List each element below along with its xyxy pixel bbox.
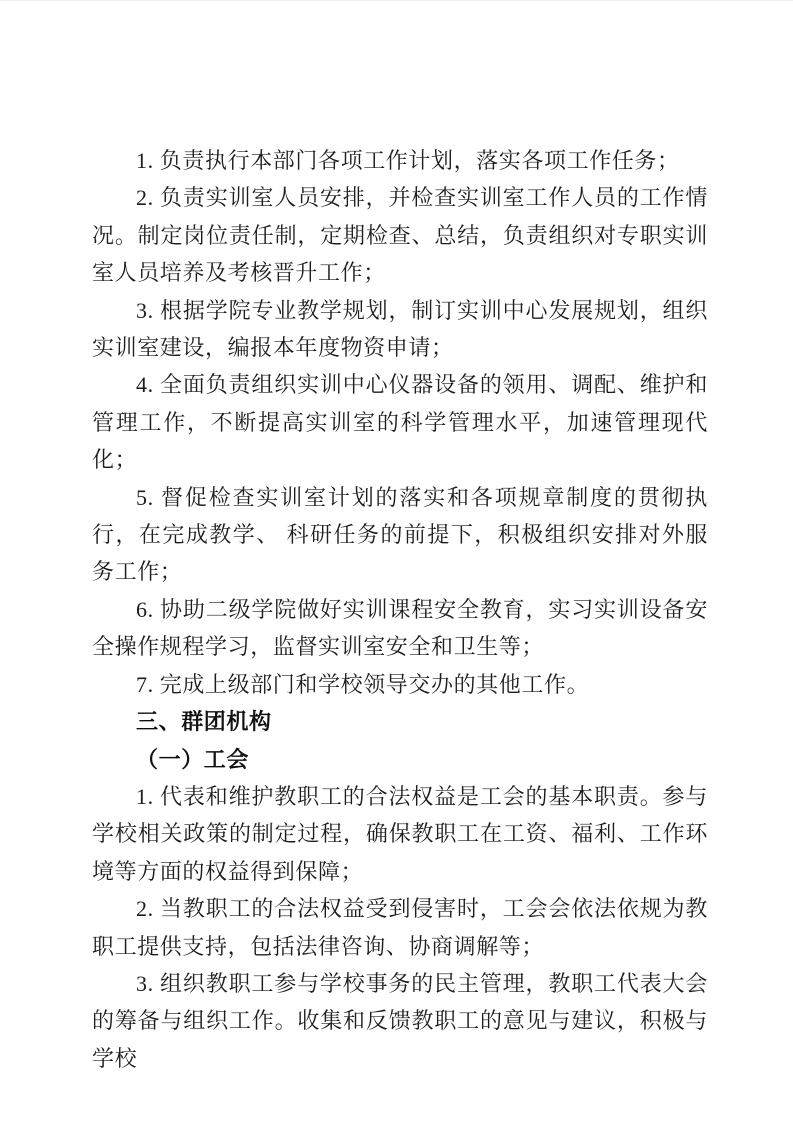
paragraph-duty-7: 7. 完成上级部门和学校领导交办的其他工作。: [136, 671, 590, 697]
paragraph-duty-3: 3. 根据学院专业教学规划，制订实训中心发展规划，组织实训室建设，编报本年度物资申请；: [92, 297, 708, 361]
page-content: [92, 142, 708, 1077]
subsection-heading-labor-union: （一）工会: [136, 746, 250, 772]
paragraph-duty-4: 4. 全面负责组织实训中心仪器设备的领用、调配、维护和管理工作，不断提高实训室的科学管理水平，加速管理现代化；: [92, 372, 708, 473]
section-heading-group-organizations: 三、群团机构: [136, 709, 272, 735]
paragraph-union-1: 1. 代表和维护教职工的合法权益是工会的基本职责。参与学校相关政策的制定过程，确保教职工在工资、福利、工作环境等方面的权益得到保障；: [92, 783, 708, 884]
paragraph-union-2: 2. 当教职工的合法权益受到侵害时，工会会依法依规为教职工提供支持，包括法律咨询、协商调解等；: [92, 896, 708, 959]
paragraph-duty-1: 1. 负责执行本部门各项工作计划，落实各项工作任务；: [136, 148, 680, 173]
paragraph-union-3: 3. 组织教职工参与学校事务的民主管理，教职工代表大会的筹备与组织工作。收集和反馈教职工的意见与建议，积极与学校: [92, 970, 708, 1071]
paragraph-duty-6: 6. 协助二级学院做好实训课程安全教育，实习实训设备安全操作规程学习，监督实训室安全和卫生等；: [92, 596, 708, 660]
paragraph-duty-5: 5. 督促检查实训室计划的落实和各项规章制度的贯彻执行，在完成教学、 科研任务的前提下，积极组织安排对外服务工作；: [92, 484, 708, 585]
paragraph-duty-2: 2. 负责实训室人员安排，并检查实训室工作人员的工作情况。制定岗位责任制，定期检查、总结，负责组织对专职实训室人员培养及考核晋升工作；: [92, 185, 708, 286]
